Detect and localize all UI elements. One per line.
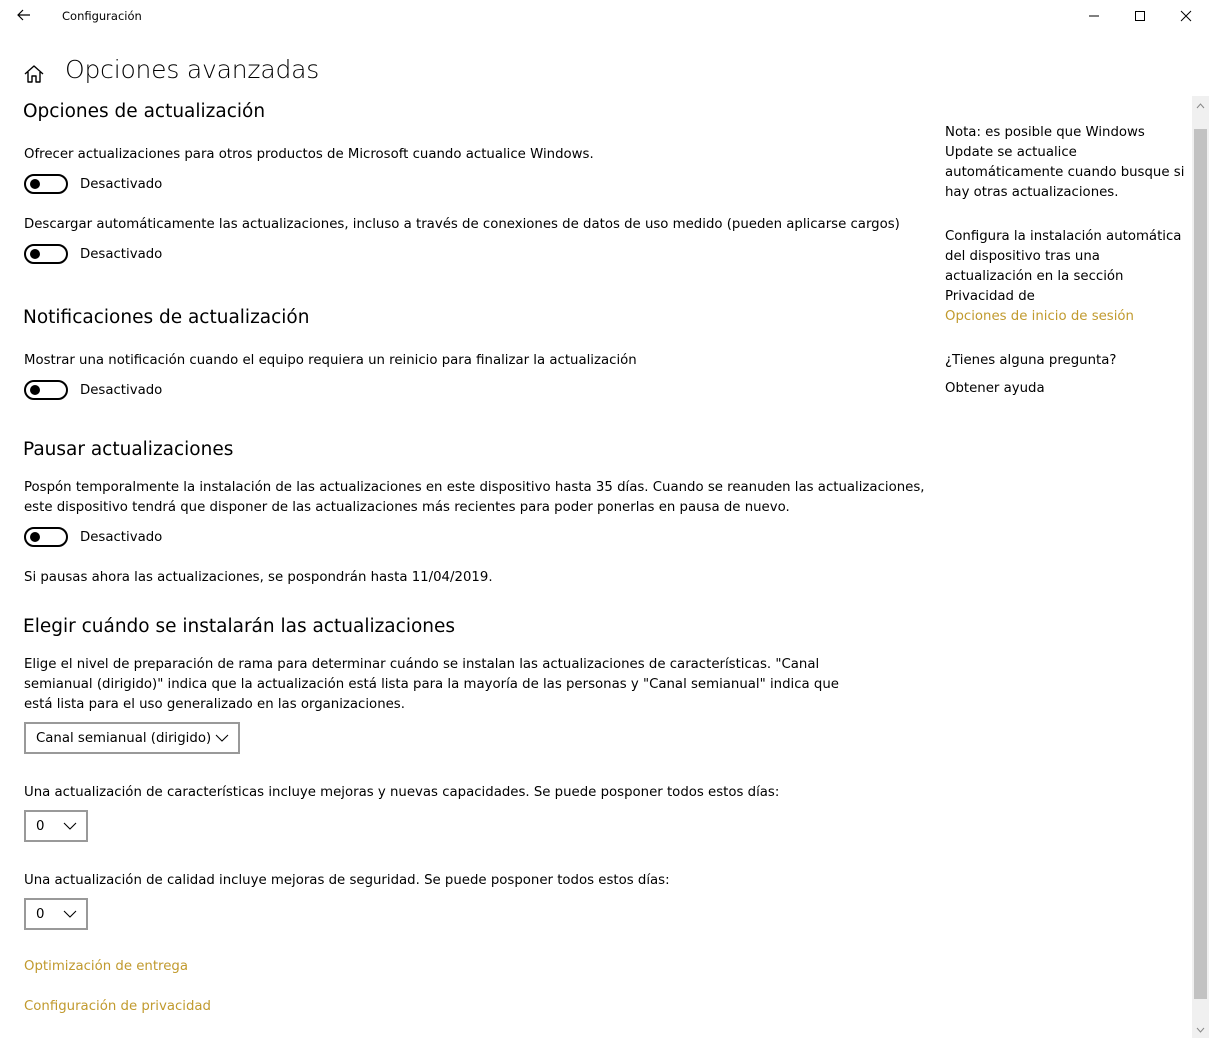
sidebar-note-line: Update se actualice: [945, 145, 1077, 160]
pause-description-line1: Pospón temporalmente la instalación de las actualizaciones en este dispositivo hasta 35 días. Cuando se reanuden las actualizaciones,: [24, 480, 925, 495]
update-options-heading: Opciones de actualización: [23, 101, 266, 122]
sidebar-config-line: del dispositivo tras una: [945, 249, 1100, 264]
toggle-switch[interactable]: [24, 174, 68, 194]
privacy-settings-link[interactable]: Configuración de privacidad: [24, 999, 212, 1014]
offer-updates-description: Ofrecer actualizaciones para otros productos de Microsoft cuando actualice Windows.: [24, 147, 594, 162]
feature-defer-text: Una actualización de características incluye mejoras y nuevas capacidades. Se puede posponer todos estos días:: [24, 785, 780, 800]
feature-defer-select[interactable]: [24, 810, 88, 842]
metered-download-description: Descargar automáticamente las actualizaciones, incluso a través de conexiones de datos de uso medido (pueden aplicarse cargos): [24, 217, 900, 232]
install-timing-description-line3: está lista para el uso generalizado en las organizaciones.: [24, 697, 405, 712]
scroll-up-button[interactable]: [1194, 98, 1207, 112]
update-notifications-heading: Notificaciones de actualización: [23, 307, 310, 328]
chevron-down-icon: [215, 733, 229, 743]
back-arrow-icon: [14, 5, 34, 25]
scroll-down-button[interactable]: [1194, 1022, 1207, 1036]
toggle-switch[interactable]: [24, 380, 68, 400]
metered-download-toggle[interactable]: [24, 244, 162, 264]
branch-readiness-value: Canal semianual (dirigido): [36, 730, 212, 746]
pause-until-text: Si pausas ahora las actualizaciones, se pospondrán hasta 11/04/2019.: [24, 570, 493, 585]
quality-defer-select[interactable]: [24, 898, 88, 930]
close-icon: [1180, 10, 1192, 22]
minimize-button[interactable]: [1071, 0, 1117, 32]
sidebar-config: [945, 227, 1190, 327]
home-icon: [22, 62, 46, 86]
sidebar-question: ¿Tienes alguna pregunta?: [945, 353, 1117, 368]
toggle-switch[interactable]: [24, 527, 68, 547]
toggle-state-label: Desactivado: [80, 529, 163, 545]
maximize-button[interactable]: [1117, 0, 1163, 32]
back-button[interactable]: [14, 5, 34, 25]
delivery-optimization-link[interactable]: Optimización de entrega: [24, 959, 188, 974]
sidebar-note-line: hay otras actualizaciones.: [945, 185, 1119, 200]
install-timing-heading: Elegir cuándo se instalarán las actualizaciones: [23, 616, 456, 637]
quality-defer-value: 0: [36, 906, 45, 922]
sidebar-note: [945, 123, 1190, 203]
get-help-link[interactable]: Obtener ayuda: [945, 381, 1045, 396]
chevron-down-icon: [63, 821, 77, 831]
feature-defer-value: 0: [36, 818, 45, 834]
chevron-up-icon: [1194, 99, 1207, 113]
close-button[interactable]: [1163, 0, 1209, 32]
page-title: Opciones avanzadas: [65, 55, 320, 84]
branch-readiness-select[interactable]: [24, 722, 240, 754]
scrollbar-thumb[interactable]: [1194, 129, 1207, 999]
sidebar-config-line: Configura la instalación automática: [945, 229, 1182, 244]
toggle-state-label: Desactivado: [80, 246, 163, 262]
toggle-state-label: Desactivado: [80, 176, 163, 192]
sidebar-config-line: actualización en la sección: [945, 269, 1124, 284]
sidebar-config-line: Privacidad de: [945, 289, 1035, 304]
sidebar-note-line: automáticamente cuando busque si: [945, 165, 1185, 180]
pause-updates-heading: Pausar actualizaciones: [23, 439, 234, 460]
toggle-state-label: Desactivado: [80, 382, 163, 398]
offer-updates-toggle[interactable]: [24, 174, 162, 194]
install-timing-description-line1: Elige el nivel de preparación de rama para determinar cuándo se instalan las actualizaciones de características. "Canal: [24, 657, 820, 672]
window-title: Configuración: [62, 9, 142, 23]
quality-defer-text: Una actualización de calidad incluye mejoras de seguridad. Se puede posponer todos estos días:: [24, 873, 670, 888]
pause-description-line2: este dispositivo tendrá que disponer de las actualizaciones más recientes para poder ponerlas en pausa de nuevo.: [24, 500, 790, 515]
minimize-icon: [1088, 10, 1100, 22]
signin-options-link[interactable]: Opciones de inicio de sesión: [945, 309, 1134, 324]
install-timing-description-line2: semianual (dirigido)" indica que la actualización está lista para la mayoría de las personas y "Canal semianual" indica que: [24, 677, 839, 692]
maximize-icon: [1134, 10, 1146, 22]
pause-updates-toggle[interactable]: [24, 527, 162, 547]
restart-notification-toggle[interactable]: [24, 380, 162, 400]
chevron-down-icon: [1194, 1023, 1207, 1037]
sidebar-note-line: Nota: es posible que Windows: [945, 125, 1145, 140]
restart-notification-description: Mostrar una notificación cuando el equipo requiera un reinicio para finalizar la actualización: [24, 353, 637, 368]
chevron-down-icon: [63, 909, 77, 919]
home-button[interactable]: [22, 62, 46, 86]
toggle-switch[interactable]: [24, 244, 68, 264]
